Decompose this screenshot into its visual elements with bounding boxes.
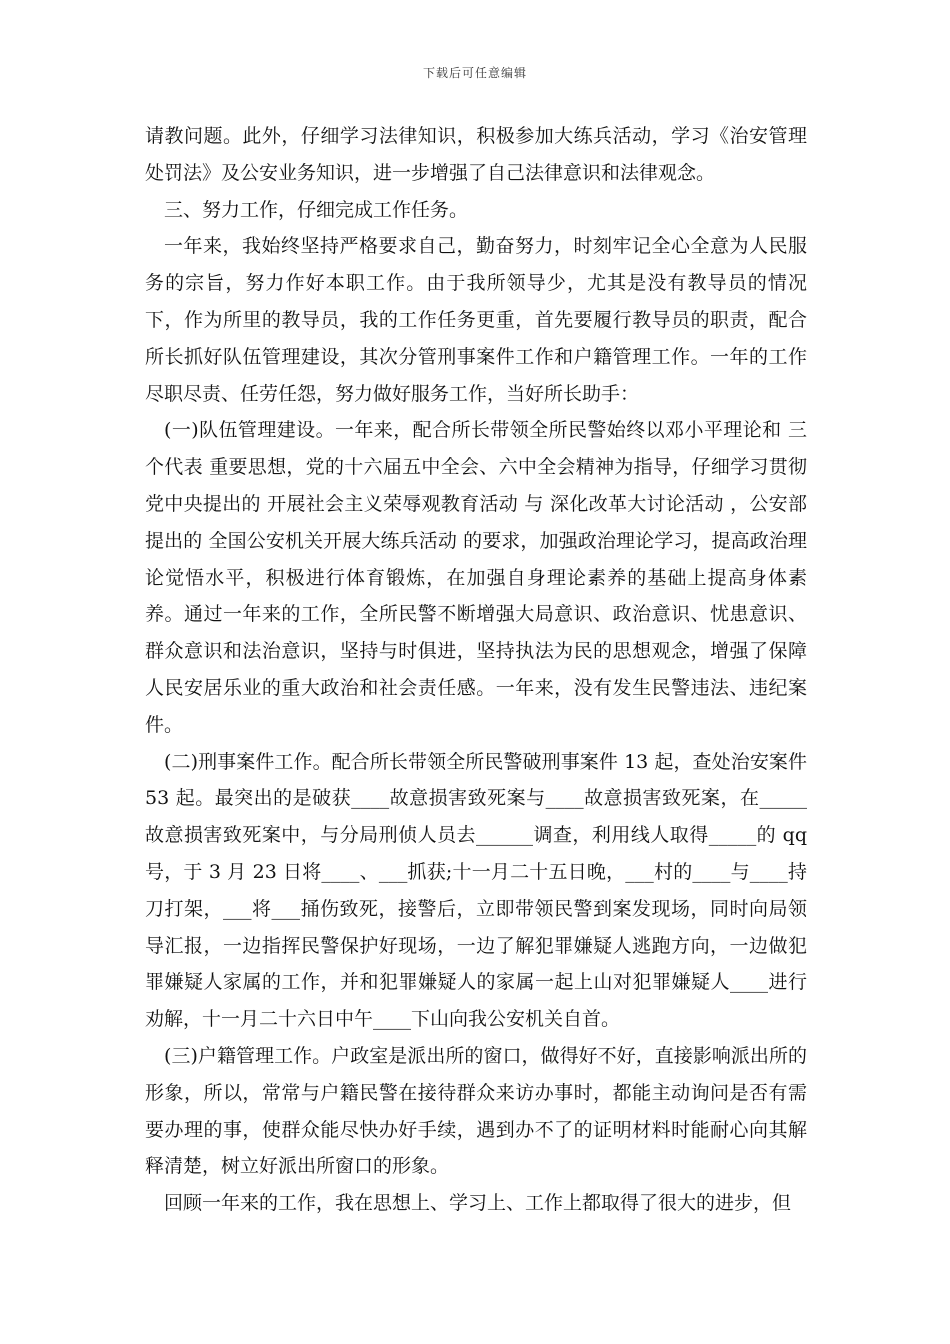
section-heading-three: 三、努力工作，仔细完成工作任务。 — [164, 198, 469, 221]
paragraph-continuation: 请教问题。此外，仔细学习法律知识，积极参加大练兵活动，学习《治安管理处罚法》及公安业务知识，进一步增强了自己法律意识和法律观念。 — [145, 125, 807, 184]
paragraph-work-summary: 一年来，我始终坚持严格要求自己，勤奋努力，时刻牢记全心全意为人民服务的宗旨，努力作好本职工作。由于我所领导少，尤其是没有教导员的情况下，作为所里的教导员，我的工作任务更重，首先要履行教导员的职责，配合所长抓好队伍管理建设，其次分管刑事案件工作和户籍管理工作。一年的工作尽职尽责、任劳任怨，努力做好服务工作，当好所长助手： — [145, 235, 807, 405]
paragraph-criminal-cases: (二)刑事案件工作。配合所长带领全所民警破刑事案件 13 起，查处治安案件 53 起。最突出的是破获____故意损害致死案与____故意损害致死案，在_____故意损害致死案中，与分局刑侦人员去______调查，利用线人取得_____的 qq 号，于 3 月 23 日将____、___抓获;十一月二十五日晚，___村的____与____持刀打架，___将___捅伤致死，接警后，立即带领民警到案发现场，同时向局领导汇报，一边指挥民警保护好现场，一边了解犯罪嫌疑人逃跑方向，一边做犯罪嫌疑人家属的工作，并和犯罪嫌疑人的家属一起上山对犯罪嫌疑人____进行劝解，十一月二十六日中午____下山向我公安机关自首。 — [145, 750, 807, 1031]
paragraph-team-management: (一)队伍管理建设。一年来，配合所长带领全所民警始终以邓小平理论和 三个代表 重要思想，党的十六届五中全会、六中全会精神为指导，仔细学习贯彻党中央提出的 开展社会主义荣辱观教育活动 与 深化改革大讨论活动 ，公安部提出的 全国公安机关开展大练兵活动 的要求，加强政治理论学习，提高政治理论觉悟水平，积极进行体育锻炼，在加强自身理论素养的基础上提高身体素养。通过一年来的工作，全所民警不断增强大局意识、政治意识、忧患意识、群众意识和法治意识，坚持与时俱进，坚持执法为民的思想观念，增强了保障人民安居乐业的重大政治和社会责任感。一年来，没有发生民警违法、违纪案件。 — [145, 419, 807, 736]
paragraph-household-registration: (三)户籍管理工作。户政室是派出所的窗口，做得好不好，直接影响派出所的形象，所以，常常与户籍民警在接待群众来访办事时，都能主动询问是否有需要办理的事，使群众能尽快办好手续，遇到办不了的证明材料时能耐心向其解释清楚，树立好派出所窗口的形象。 — [145, 1044, 807, 1178]
paragraph-review: 回顾一年来的工作，我在思想上、学习上、工作上都取得了很大的进步，但 — [164, 1192, 792, 1215]
page-header: 下载后可任意编辑 — [422, 66, 527, 80]
document-body — [145, 118, 807, 1222]
